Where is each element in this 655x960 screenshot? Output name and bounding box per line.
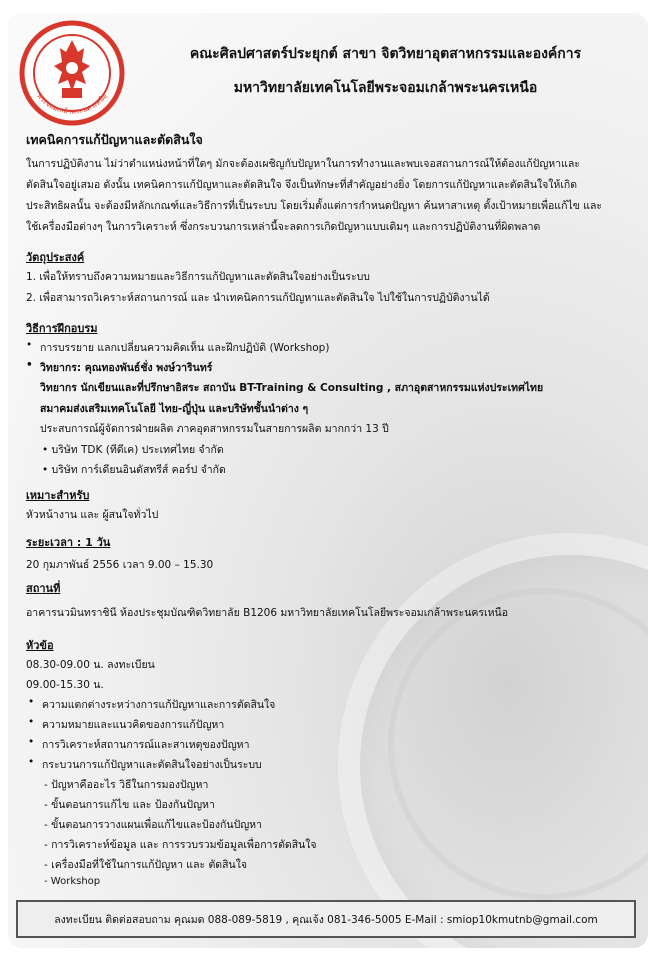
company-item: • บริษัท TDK (ทีดีเค) ประเทศไทย จำกัด [42,444,224,456]
venue-text: อาคารนวมินทราชินี ห้องประชุมบัณฑิตวิทยาลัย B1206 มหาวิทยาลัยเทคโนโลยีพระจอมเกล้าพระนครเหนือ [26,607,509,619]
faculty-heading: คณะศิลปศาสตร์ประยุกต์ สาขา จิตวิทยาอุตสาหกรรมและองค์การ [189,46,582,62]
speaker-role: สมาคมส่งเสริมเทคโนโลยี ไทย-ญี่ปุ่น และบริษัทชั้นนำต่าง ๆ [40,403,309,415]
audience-text: หัวหน้างาน และ ผู้สนใจทั่วไป [26,509,159,521]
contact-footer [16,900,636,938]
topic-subitem: - เครื่องมือที่ใช้ในการแก้ปัญหา และ ตัดสินใจ [44,859,247,871]
duration-text: 20 กุมภาพันธ์ 2556 เวลา 9.00 – 15.30 [26,559,214,571]
topic-subitem: - ขั้นตอนการวางแผนเพื่อแก้ไขและป้องกันปัญหา [44,819,262,831]
speaker-role: วิทยากร นักเขียนและที่ปรึกษาอิสระ สถาบัน BT-Training & Consulting , สภาอุตสาหกรรมแห่งประเทศไทย [40,382,544,394]
university-heading: มหาวิทยาลัยเทคโนโลยีพระจอมเกล้าพระนครเหนือ [233,80,538,96]
topic-item: • กระบวนการแก้ปัญหาและตัดสินใจอย่างเป็นระบบ [42,756,262,773]
topic-item: • ความหมายและแนวคิดของการแก้ปัญหา [42,716,224,733]
speaker-experience: ประสบการณ์ผู้จัดการฝ่ายผลิต ภาคอุตสาหกรรมในสายการผลิต มากกว่า 13 ปี [40,423,389,435]
venue-heading: สถานที่ [26,582,61,595]
intro-line: ประสิทธิผลนั้น จะต้องมีหลักเกณฑ์และวิธีการที่เป็นระบบ โดยเริ่มตั้งแต่การกำหนดปัญหา ค้นหาสาเหตุ ตั้งเป้าหมายเพื่อแก้ไข และ [26,200,603,212]
training-method-heading: วิธีการฝึกอบรม [26,322,98,335]
intro-line: ใช้เครื่องมือต่างๆ ในการวิเคราะห์ ซึ่งกระบวนการเหล่านี้จะลดการเกิดปัญหาแบบเดิมๆ และการปฏิบัติงานที่ผิดพลาด [26,221,541,233]
course-title: เทคนิคการแก้ปัญหาและตัดสินใจ [26,132,203,147]
training-method: • การบรรยาย แลกเปลี่ยนความคิดเห็น และฝึกปฏิบัติ (Workshop) [40,339,329,356]
objective-item: 1. เพื่อให้ทราบถึงความหมายและวิธีการแก้ปัญหาและตัดสินใจอย่างเป็นระบบ [26,271,370,283]
schedule-time: 09.00-15.30 น. [26,679,104,691]
objectives-heading: วัตถุประสงค์ [26,251,85,264]
flyer-page [8,13,648,948]
svg-text:พระจอมเกล้าพระนครเหนือ: พระจอมเกล้าพระนครเหนือ [35,92,109,116]
intro-paragraph [26,154,636,238]
intro-line: ในการปฏิบัติงาน ไม่ว่าตำแหน่งหน้าที่ใดๆ มักจะต้องเผชิญกับปัญหาในการทำงานและพบเจอสถานการณ์ให้ต้องแก้ปัญหาและ [26,158,580,170]
company-item: • บริษัท การ์เดียนอินดัสทรีส์ คอร์ป จำกัด [42,464,226,476]
topics-heading: หัวข้อ [26,639,54,652]
university-seal-logo [18,18,126,128]
speaker-name: • วิทยากร: คุณทองพันธ์ชั่ง พงษ์วารินทร์ [40,359,212,376]
topic-item: • ความแตกต่างระหว่างการแก้ปัญหาและการตัดสินใจ [42,696,275,713]
topic-subitem: - ขั้นตอนการแก้ไข และ ป้องกันปัญหา [44,799,215,811]
topic-item: • การวิเคราะห์สถานการณ์และสาเหตุของปัญหา [42,736,250,753]
objective-item: 2. เพื่อสามารถวิเคราะห์สถานการณ์ และ นำเทคนิคการแก้ปัญหาและตัดสินใจ ไปใช้ในการปฏิบัติงานได้ [26,292,490,304]
audience-heading: เหมาะสำหรับ [26,489,90,502]
intro-line: ตัดสินใจอยู่เสมอ ดังนั้น เทคนิคการแก้ปัญหาและตัดสินใจ จึงเป็นทักษะที่สำคัญอย่างยิ่ง โดยการแก้ปัญหาและตัดสินใจให้เกิด [26,179,578,191]
topic-subitem: - การวิเคราะห์ข้อมูล และ การรวบรวมข้อมูลเพื่อการตัดสินใจ [44,839,317,851]
duration-heading: ระยะเวลา : 1 วัน [26,536,111,549]
topic-subitem: - Workshop [44,876,101,887]
schedule-time: 08.30-09.00 น. ลงทะเบียน [26,659,155,671]
contact-text: ลงทะเบียน ติดต่อสอบถาม คุณมด 088-089-5819 , คุณเจ้ง 081-346-5005 E-Mail : smiop10kmutnb@gmail.com [54,913,598,926]
topic-subitem: - ปัญหาคืออะไร วิธีในการมองปัญหา [44,779,209,791]
